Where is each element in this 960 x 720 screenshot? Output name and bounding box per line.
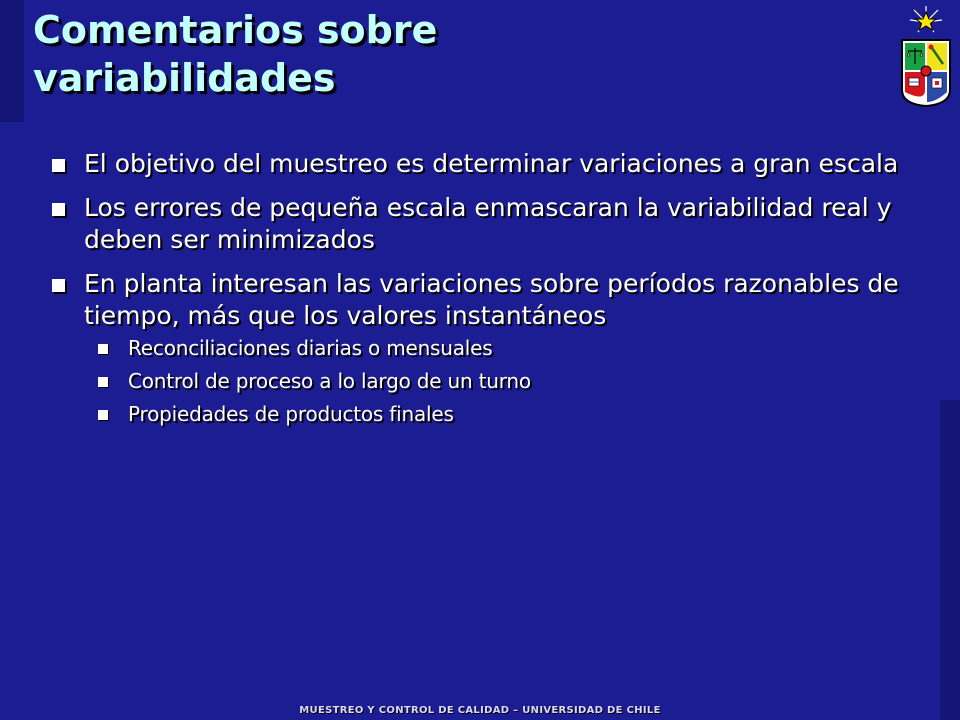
sub-bullet-item [48,336,908,360]
bullet-text: Los errores de pequeña escala enmascaran la variabilidad real y deben ser minimizados [84,193,892,254]
square-bullet-icon [98,377,108,387]
shield-icon [902,40,950,106]
square-bullet-icon [98,410,108,420]
slide-footer: MUESTREO Y CONTROL DE CALIDAD – UNIVERSIDAD DE CHILE [299,705,661,716]
bullet-text: En planta interesan las variaciones sobre períodos razonables de tiempo, más que los valores instantáneos [84,269,899,330]
bullet-item [48,192,908,256]
bullet-item [48,148,908,180]
left-accent-bar [0,0,24,122]
square-bullet-icon [52,203,65,216]
square-bullet-icon [52,279,65,292]
university-coat-of-arms-icon [896,4,956,108]
sub-bullet-item [48,402,908,426]
square-bullet-icon [98,344,108,354]
sub-bullet-text: Reconciliaciones diarias o mensuales [128,336,493,360]
sub-bullet-item [48,369,908,393]
slide-title-line-1: Comentarios sobre [33,8,438,52]
right-accent-bar [940,400,960,720]
slide-title-line-2: variabilidades [33,56,336,100]
sub-bullet-text: Propiedades de productos finales [128,402,454,426]
square-bullet-icon [52,159,65,172]
bullet-item [48,268,908,426]
slide-title [33,6,733,102]
bullet-list [48,148,908,438]
star-icon [910,6,942,32]
sub-bullet-list [48,336,908,426]
sub-bullet-text: Control de proceso a lo largo de un turno [128,369,531,393]
bullet-text: El objetivo del muestreo es determinar variaciones a gran escala [84,149,899,178]
